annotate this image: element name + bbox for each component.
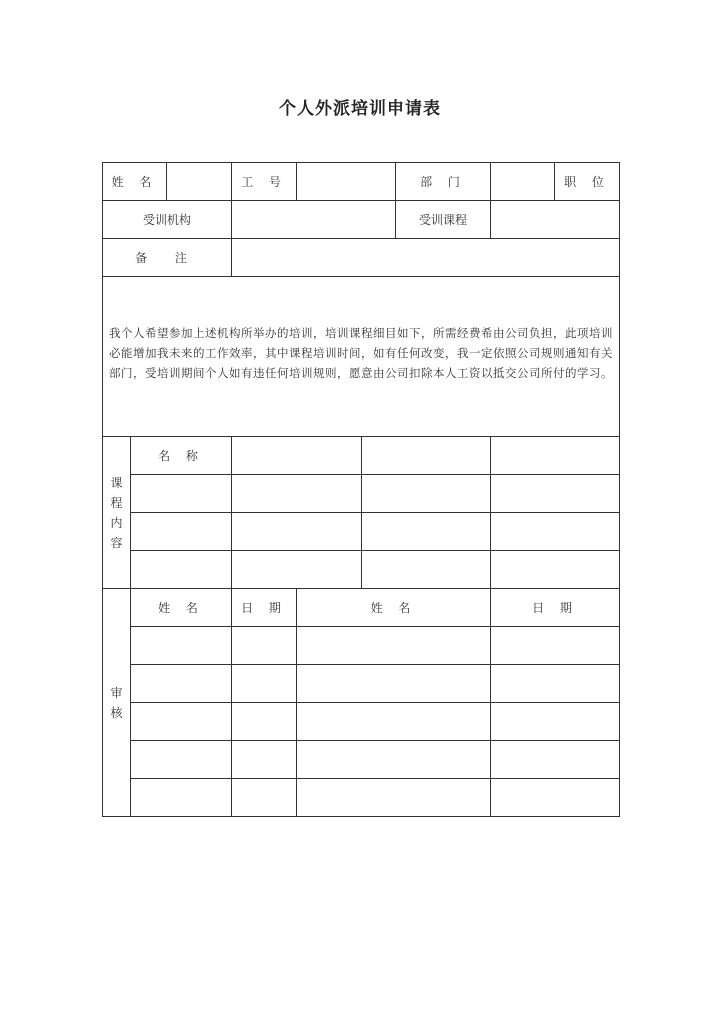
course-cell[interactable]: [491, 437, 620, 475]
course-cell[interactable]: [491, 475, 620, 513]
employee-id-field[interactable]: [297, 163, 396, 201]
basic-info-row: [103, 163, 620, 201]
review-cell[interactable]: [131, 665, 232, 703]
review-cell[interactable]: [297, 627, 491, 665]
review-row: [103, 741, 620, 779]
review-date-header: 日 期: [232, 589, 297, 627]
review-cell[interactable]: [491, 703, 620, 741]
remarks-field[interactable]: [232, 239, 620, 277]
course-name-header: 名 称: [131, 437, 232, 475]
review-label-char: 核: [110, 705, 123, 720]
review-cell[interactable]: [232, 627, 297, 665]
employee-id-label: 工 号: [232, 163, 297, 201]
review-cell[interactable]: [131, 703, 232, 741]
remarks-row: [103, 239, 620, 277]
course-name-cell[interactable]: [131, 475, 232, 513]
review-cell[interactable]: [491, 779, 620, 817]
course-name-cell[interactable]: [131, 551, 232, 589]
course-content-row: [103, 551, 620, 589]
review-cell[interactable]: [131, 779, 232, 817]
course-content-row: [103, 475, 620, 513]
reviewer-name-header: 姓 名: [131, 589, 232, 627]
course-content-label-char: 容: [110, 535, 123, 550]
course-name-cell[interactable]: [131, 513, 232, 551]
reviewer-name-header: 姓 名: [297, 589, 491, 627]
review-cell[interactable]: [297, 779, 491, 817]
page-title: 个人外派培训申请表: [279, 99, 441, 119]
course-content-row: [103, 513, 620, 551]
department-field[interactable]: [491, 163, 555, 201]
review-cell[interactable]: [232, 741, 297, 779]
remarks-label: 备 注: [103, 239, 232, 277]
review-cell[interactable]: [232, 703, 297, 741]
department-label: 部 门: [396, 163, 491, 201]
review-cell[interactable]: [297, 703, 491, 741]
review-date-header: 日 期: [491, 589, 620, 627]
course-cell[interactable]: [232, 437, 362, 475]
statement-row: [103, 277, 620, 437]
course-content-label-char: 程: [110, 495, 123, 510]
name-field[interactable]: [167, 163, 232, 201]
name-label: 姓 名: [103, 163, 167, 201]
review-row: [103, 665, 620, 703]
institution-label: 受训机构: [103, 201, 232, 239]
course-cell[interactable]: [362, 475, 491, 513]
review-row: [103, 627, 620, 665]
institution-row: [103, 201, 620, 239]
course-cell[interactable]: [232, 551, 362, 589]
review-label: [103, 589, 131, 817]
course-content-header-row: [103, 437, 620, 475]
position-label: 职 位: [555, 163, 620, 201]
course-cell[interactable]: [491, 513, 620, 551]
review-label-char: 审: [110, 685, 123, 700]
training-application-form: [102, 162, 620, 817]
review-cell[interactable]: [232, 779, 297, 817]
course-cell[interactable]: [232, 513, 362, 551]
course-content-label-char: 课: [110, 475, 123, 490]
review-cell[interactable]: [232, 665, 297, 703]
course-cell[interactable]: [491, 551, 620, 589]
course-field[interactable]: [491, 201, 620, 239]
course-content-label-char: 内: [110, 515, 123, 530]
course-cell[interactable]: [232, 475, 362, 513]
review-cell[interactable]: [491, 665, 620, 703]
review-cell[interactable]: [297, 665, 491, 703]
course-cell[interactable]: [362, 551, 491, 589]
review-header-row: [103, 589, 620, 627]
institution-field[interactable]: [232, 201, 396, 239]
review-cell[interactable]: [297, 741, 491, 779]
course-cell[interactable]: [362, 437, 491, 475]
review-cell[interactable]: [491, 741, 620, 779]
statement-text: 我个人希望参加上述机构所举办的培训，培训课程细目如下，所需经费希由公司负担，此项培训必能增加我未来的工作效率，其中课程培训时间，如有任何改变，我一定依照公司规则通知有关部门，受培训期间个人如有违任何培训规则，愿意由公司扣除本人工资以抵交公司所付的学习。: [103, 277, 620, 437]
review-cell[interactable]: [491, 627, 620, 665]
review-cell[interactable]: [131, 627, 232, 665]
review-row: [103, 703, 620, 741]
course-label: 受训课程: [396, 201, 491, 239]
course-cell[interactable]: [362, 513, 491, 551]
review-row: [103, 779, 620, 817]
review-cell[interactable]: [131, 741, 232, 779]
course-content-label: [103, 437, 131, 589]
